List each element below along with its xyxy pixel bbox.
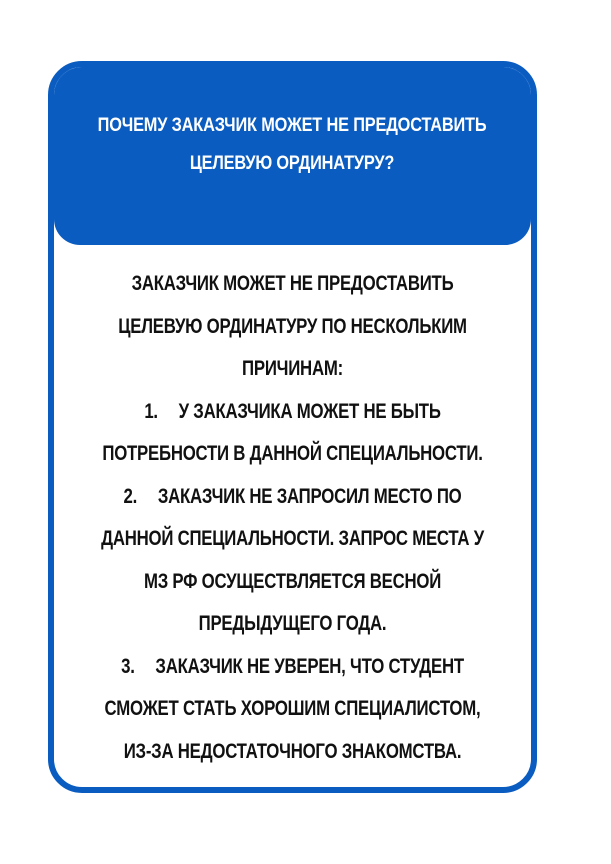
reason-text: ЗАКАЗЧИК НЕ ЗАПРОСИЛ МЕСТО ПО <box>157 484 462 508</box>
card-body <box>54 263 531 773</box>
body-text <box>73 263 512 773</box>
title-line: ПОЧЕМУ ЗАКАЗЧИК МОЖЕТ НЕ ПРЕДОСТАВИТЬ <box>98 115 487 136</box>
reason-1-first-line <box>73 391 512 434</box>
reason-1-line: ПОТРЕБНОСТИ В ДАННОЙ СПЕЦИАЛЬНОСТИ. <box>102 442 483 465</box>
reason-2-first-line <box>73 476 512 519</box>
reason-3-first-line <box>73 646 512 689</box>
card-header <box>54 67 531 245</box>
reason-2-line: ПРЕДЫДУЩЕГО ГОДА. <box>198 612 387 635</box>
reason-text: ЗАКАЗЧИК НЕ УВЕРЕН, ЧТО СТУДЕНТ <box>155 654 464 678</box>
intro-line: ПРИЧИНАМ: <box>242 357 343 380</box>
reason-text: У ЗАКАЗЧИКА МОЖЕТ НЕ БЫТЬ <box>178 399 441 423</box>
reason-2-line: МЗ РФ ОСУЩЕСТВЛЯЕТСЯ ВЕСНОЙ <box>143 569 442 593</box>
reason-3-line: СМОЖЕТ СТАТЬ ХОРОШИМ СПЕЦИАЛИСТОМ, <box>104 697 481 720</box>
intro-line: ЦЕЛЕВУЮ ОРДИНАТУРУ ПО НЕСКОЛЬКИМ <box>118 314 467 338</box>
title-line: ЦЕЛЕВУЮ ОРДИНАТУРУ? <box>190 153 395 174</box>
reason-3-line: ИЗ-ЗА НЕДОСТАТОЧНОГО ЗНАКОМСТВА. <box>123 739 462 763</box>
reason-2-line: ДАННОЙ СПЕЦИАЛЬНОСТИ. ЗАПРОС МЕСТА У <box>101 527 484 550</box>
card-title <box>98 107 487 183</box>
reason-number: 1. <box>144 399 158 423</box>
info-card <box>48 61 537 793</box>
intro-line: ЗАКАЗЧИК МОЖЕТ НЕ ПРЕДОСТАВИТЬ <box>131 272 454 295</box>
reason-number: 3. <box>121 654 135 678</box>
reason-number: 2. <box>123 484 138 508</box>
